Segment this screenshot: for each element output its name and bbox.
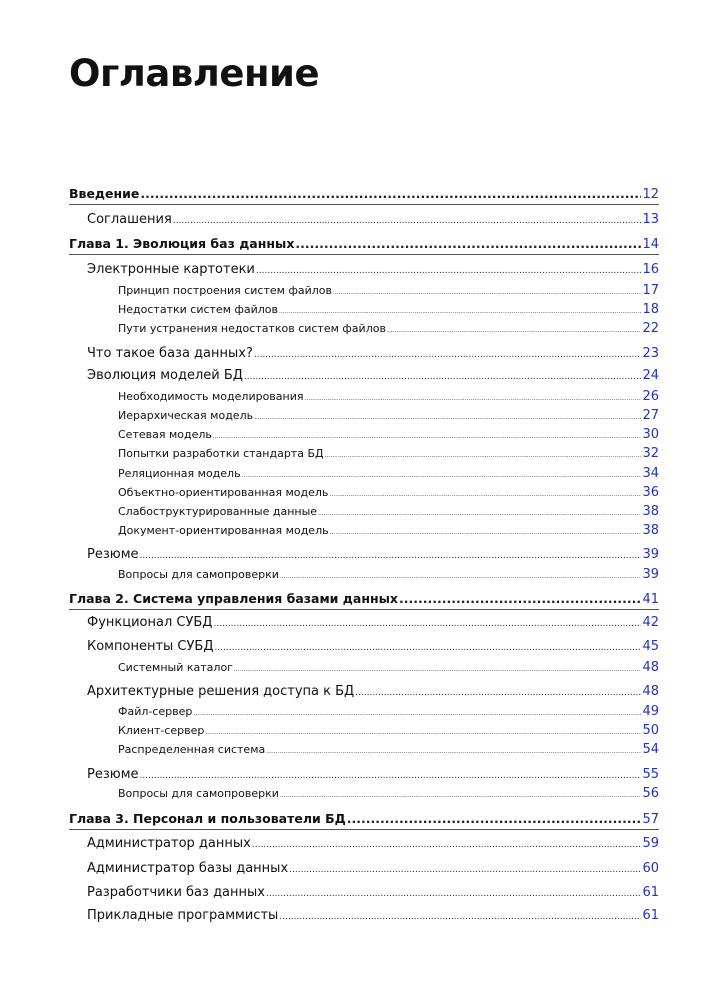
toc-entry[interactable]	[118, 742, 659, 757]
dot-leader	[266, 889, 641, 899]
dot-leader	[289, 865, 641, 875]
toc-entry[interactable]	[87, 684, 659, 699]
dot-leader	[280, 573, 642, 580]
dot-leader	[279, 912, 641, 922]
toc-entry-title: Распределенная система	[118, 743, 266, 756]
toc-page-number[interactable]: 23	[642, 346, 659, 361]
toc-page-number[interactable]: 49	[642, 704, 659, 719]
toc-page-number[interactable]: 61	[642, 908, 659, 923]
toc-page-number[interactable]: 48	[642, 684, 659, 699]
toc-entry[interactable]	[118, 723, 659, 738]
toc-entry[interactable]	[118, 302, 659, 317]
toc-entry-title: Администратор базы данных	[87, 861, 289, 876]
chapter-divider	[69, 609, 659, 610]
toc-entry[interactable]	[118, 786, 659, 801]
dot-leader	[173, 216, 642, 226]
toc-entry-title: Глава 3. Персонал и пользователи БД	[69, 811, 346, 826]
toc-page-number[interactable]: 36	[642, 485, 659, 500]
toc-entry-title: Необходимость моделирования	[118, 390, 304, 403]
toc-entry-title: Принцип построения систем файлов	[118, 284, 332, 297]
dot-leader	[347, 811, 642, 826]
toc-entry-title: Глава 2. Система управления базами данных	[69, 591, 398, 606]
toc-entry[interactable]	[118, 389, 659, 404]
toc-page-number[interactable]: 38	[642, 523, 659, 538]
toc-page-number[interactable]: 42	[642, 615, 659, 630]
toc-page-number[interactable]: 54	[642, 742, 659, 757]
toc-entry[interactable]	[87, 615, 659, 630]
toc-entry-title: Прикладные программисты	[87, 908, 279, 923]
dot-leader	[330, 529, 642, 536]
toc-entry-title: Объектно-ориентированная модель	[118, 486, 329, 499]
dot-leader	[355, 688, 641, 698]
dot-leader	[254, 350, 642, 360]
toc-entry[interactable]	[87, 836, 659, 851]
toc-entry-title: Компоненты СУБД	[87, 639, 214, 654]
dot-leader	[252, 840, 642, 850]
toc-entry-title: Слабоструктурированные данные	[118, 505, 318, 518]
toc-entry[interactable]	[87, 767, 659, 782]
dot-leader	[193, 710, 641, 717]
dot-leader	[266, 748, 641, 755]
toc-entry-title: Клиент-сервер	[118, 724, 205, 737]
dot-leader	[205, 729, 641, 736]
toc-entry-title: Электронные картотеки	[87, 262, 255, 277]
toc-entry-title: Системный каталог	[118, 661, 233, 674]
toc-page-number[interactable]: 16	[642, 262, 659, 277]
dot-leader	[333, 289, 641, 296]
page-title: Оглавление	[69, 52, 320, 95]
toc-page-number[interactable]: 17	[642, 283, 659, 298]
toc-entry[interactable]	[69, 186, 659, 202]
toc-page-number[interactable]: 18	[642, 302, 659, 317]
toc-entry[interactable]	[118, 660, 659, 675]
toc-page-number[interactable]: 39	[642, 567, 659, 582]
toc-entry[interactable]	[118, 408, 659, 423]
toc-entry[interactable]	[118, 704, 659, 719]
toc-entry-title: Реляционная модель	[118, 467, 241, 480]
dot-leader	[280, 792, 642, 799]
toc-entry-title: Соглашения	[87, 212, 172, 227]
chapter-divider	[69, 829, 659, 830]
toc-entry-title: Введение	[69, 186, 140, 201]
dot-leader	[325, 452, 642, 459]
dot-leader	[242, 472, 642, 479]
toc-entry-title: Резюме	[87, 547, 139, 562]
toc-entry-title: Резюме	[87, 767, 139, 782]
toc-entry[interactable]	[118, 427, 659, 442]
toc-entry-title: Разработчики баз данных	[87, 885, 265, 900]
dot-leader	[295, 236, 641, 251]
toc-entry-title: Глава 1. Эволюция баз данных	[69, 236, 295, 251]
toc-entry[interactable]	[118, 504, 659, 519]
dot-leader	[387, 327, 642, 334]
toc-entry[interactable]	[87, 908, 659, 923]
toc-page-number[interactable]: 61	[642, 885, 659, 900]
toc-entry[interactable]	[118, 523, 659, 538]
chapter-divider	[69, 254, 659, 255]
toc-entry[interactable]	[118, 567, 659, 582]
toc-page-number[interactable]: 39	[642, 547, 659, 562]
toc-page-number[interactable]: 30	[642, 427, 659, 442]
dot-leader	[213, 433, 642, 440]
dot-leader	[254, 414, 641, 421]
toc-entry[interactable]	[69, 591, 659, 607]
dot-leader	[256, 266, 642, 276]
toc-page-number[interactable]: 13	[642, 212, 659, 227]
toc-entry[interactable]	[87, 885, 659, 900]
toc-entry[interactable]	[87, 262, 659, 277]
toc-entry[interactable]	[87, 547, 659, 562]
toc-page-number[interactable]: 12	[642, 187, 659, 202]
toc-entry-title: Пути устранения недостатков систем файлов	[118, 322, 386, 335]
toc-entry[interactable]	[118, 283, 659, 298]
toc-page-number[interactable]: 59	[642, 836, 659, 851]
toc-page-number[interactable]: 41	[642, 592, 659, 607]
toc-page-number[interactable]: 50	[642, 723, 659, 738]
toc-page-number[interactable]: 32	[642, 446, 659, 461]
dot-leader	[305, 395, 642, 402]
toc-entry-title: Файл-сервер	[118, 705, 193, 718]
dot-leader	[279, 308, 641, 315]
dot-leader	[244, 372, 642, 382]
toc-entry-title: Недостатки систем файлов	[118, 303, 279, 316]
dot-leader	[214, 643, 641, 653]
toc-entry[interactable]	[87, 861, 659, 876]
toc-entry-title: Эволюция моделей БД	[87, 368, 243, 383]
toc-entry[interactable]	[69, 811, 659, 827]
dot-leader	[213, 619, 641, 629]
toc-entry-title: Администратор данных	[87, 836, 251, 851]
toc-page-number[interactable]: 14	[642, 237, 659, 252]
toc-entry-title: Документ-ориентированная модель	[118, 524, 329, 537]
toc-entry[interactable]	[87, 368, 659, 383]
toc-page-number[interactable]: 27	[642, 408, 659, 423]
toc-entry[interactable]	[87, 639, 659, 654]
toc-page-number[interactable]: 48	[642, 660, 659, 675]
toc-entry[interactable]	[118, 466, 659, 481]
toc-page-number[interactable]: 55	[642, 767, 659, 782]
toc-entry[interactable]	[118, 321, 659, 336]
toc-entry-title: Вопросы для самопроверки	[118, 787, 279, 800]
toc-page-number[interactable]: 45	[642, 639, 659, 654]
toc-entry[interactable]	[118, 446, 659, 461]
toc-entry-title: Вопросы для самопроверки	[118, 568, 279, 581]
toc-entry-title: Функционал СУБД	[87, 615, 213, 630]
toc-page-number[interactable]: 38	[642, 504, 659, 519]
toc-entry[interactable]	[87, 212, 659, 227]
toc-entry-title: Попытки разработки стандарта БД	[118, 447, 324, 460]
toc-entry-title: Архитектурные решения доступа к БД	[87, 684, 355, 699]
dot-leader	[399, 591, 641, 606]
dot-leader	[140, 186, 641, 201]
toc-page-number[interactable]: 60	[642, 861, 659, 876]
toc-entry-title: Сетевая модель	[118, 428, 212, 441]
toc-page-number[interactable]: 22	[642, 321, 659, 336]
toc-page-number[interactable]: 56	[642, 786, 659, 801]
toc-entry[interactable]	[69, 236, 659, 252]
toc-page-number[interactable]: 24	[642, 368, 659, 383]
toc-page-number[interactable]: 34	[642, 466, 659, 481]
dot-leader	[329, 491, 641, 498]
chapter-divider	[69, 204, 659, 205]
dot-leader	[234, 666, 642, 673]
toc-page-number[interactable]: 26	[642, 389, 659, 404]
dot-leader	[140, 551, 642, 561]
toc-entry-title: Иерархическая модель	[118, 409, 254, 422]
dot-leader	[318, 510, 641, 517]
toc-entry-title: Что такое база данных?	[87, 346, 253, 361]
toc-entry[interactable]	[118, 485, 659, 500]
toc-entry[interactable]	[87, 346, 659, 361]
toc-page-number[interactable]: 57	[642, 812, 659, 827]
dot-leader	[140, 771, 642, 781]
